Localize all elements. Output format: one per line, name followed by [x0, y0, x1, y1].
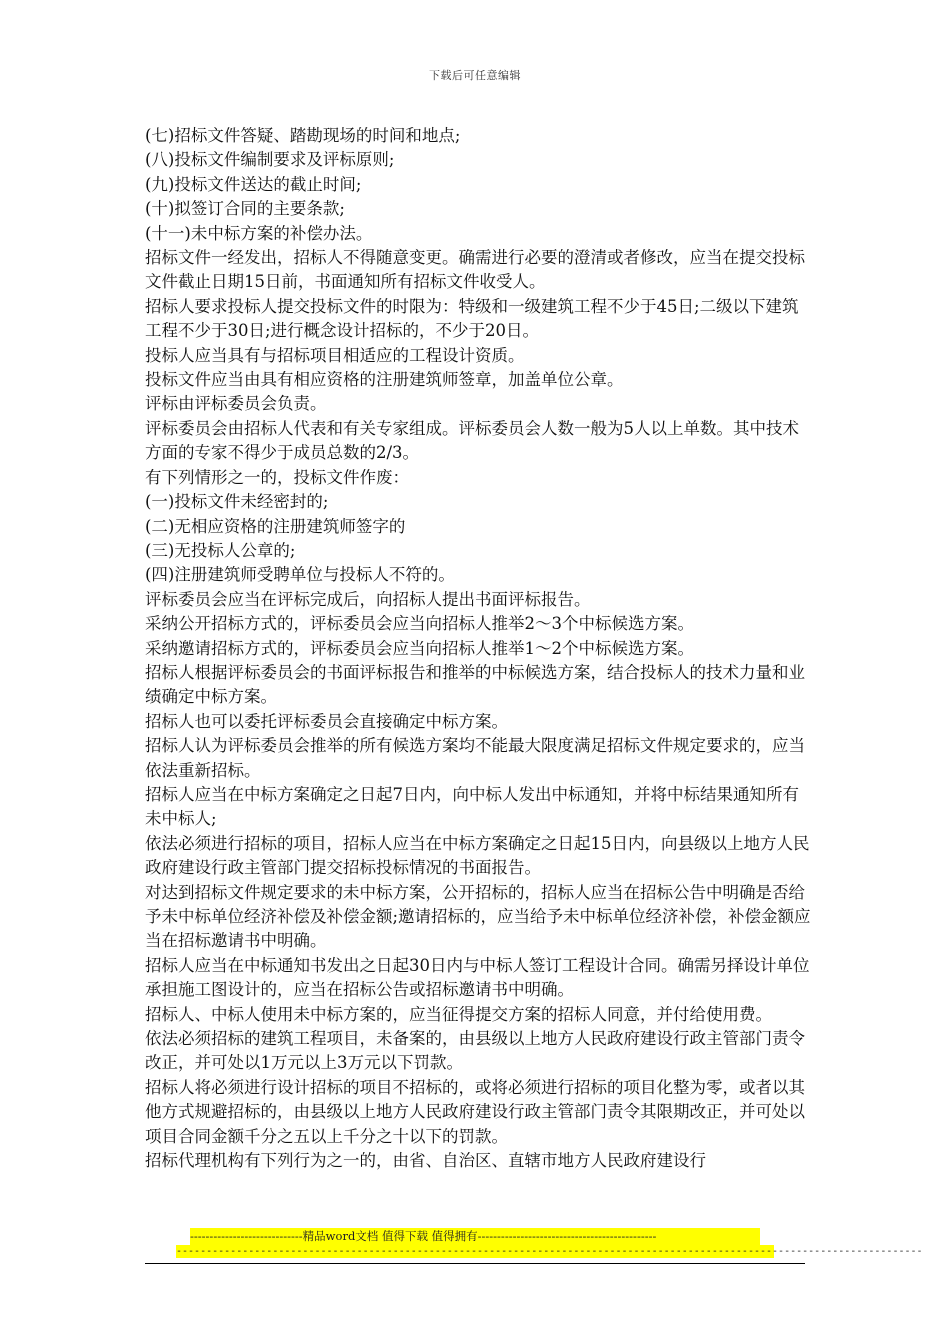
paragraph: 招标人应当在中标方案确定之日起7日内，向中标人发出中标通知，并将中标结果通知所有未中标人;: [145, 784, 799, 829]
paragraph: 评标由评标委员会负责。: [145, 394, 327, 414]
paragraph: 评标委员会由招标人代表和有关专家组成。评标委员会人数一般为5人以上单数。其中技术方面的专家不得少于成员总数的2/3。: [145, 418, 799, 463]
footer-divider: [145, 1263, 805, 1264]
document-body: [145, 124, 815, 1173]
paragraph: 招标文件一经发出，招标人不得随意变更。确需进行必要的澄清或者修改，应当在提交投标文件截止日期15日前，书面通知所有招标文件收受人。: [145, 248, 805, 292]
paragraph: (一)投标文件未经密封的;: [145, 492, 329, 512]
paragraph: 投标人应当具有与招标项目相适应的工程设计资质。: [145, 345, 525, 365]
paragraph: 招标人根据评标委员会的书面评标报告和推举的中标候选方案，结合投标人的技术力量和业绩确定中标方案。: [145, 662, 805, 707]
paragraph: 有下列情形之一的，投标文件作废：: [145, 467, 409, 487]
paragraph: (二)无相应资格的注册建筑师签字的: [145, 516, 406, 536]
paragraph: 招标人、中标人使用未中标方案的，应当征得提交方案的招标人同意，并付给使用费。: [145, 1004, 772, 1024]
paragraph: (三)无投标人公章的;: [145, 540, 296, 560]
paragraph: 招标人要求投标人提交投标文件的时限为：特级和一级建筑工程不少于45日;二级以下建筑工程不少于30日;进行概念设计招标的，不少于20日。: [145, 296, 799, 341]
page-header: 下载后可任意编辑: [429, 69, 521, 82]
paragraph: 采纳邀请招标方式的，评标委员会应当向招标人推举1～2个中标候选方案。: [145, 638, 694, 658]
paragraph: (十)拟签订合同的主要条款;: [145, 199, 345, 219]
paragraph: 依法必须招标的建筑工程项目，未备案的，由县级以上地方人民政府建设行政主管部门责令改正，并可处以1万元以上3万元以下罚款。: [145, 1029, 805, 1073]
paragraph: (四)注册建筑师受聘单位与投标人不符的。: [145, 565, 455, 585]
paragraph: 招标人也可以委托评标委员会直接确定中标方案。: [145, 711, 508, 731]
paragraph: 采纳公开招标方式的，评标委员会应当向招标人推举2～3个中标候选方案。: [145, 614, 694, 634]
paragraph: 评标委员会应当在评标完成后，向招标人提出书面评标报告。: [145, 589, 591, 609]
paragraph: (八)投标文件编制要求及评标原则;: [145, 150, 395, 170]
paragraph: 依法必须进行招标的项目，招标人应当在中标方案确定之日起15日内，向县级以上地方人民政府建设行政主管部门提交招标投标情况的书面报告。: [145, 833, 810, 878]
paragraph: 招标人将必须进行设计招标的项目不招标的，或将必须进行招标的项目化整为零，或者以其他方式规避招标的，由县级以上地方人民政府建设行政主管部门责令其限期改正，并可处以项目合同金额千分之五以上千分之十以下的罚款。: [145, 1077, 805, 1146]
paragraph: 招标人应当在中标通知书发出之日起30日内与中标人签订工程设计合同。确需另择设计单位承担施工图设计的，应当在招标公告或招标邀请书中明确。: [145, 955, 810, 1000]
footer-dashes: ----------------------------------------------------------------------------------------------------------------------------: [176, 1246, 923, 1257]
paragraph: (十一)未中标方案的补偿办法。: [145, 223, 373, 243]
paragraph: (九)投标文件送达的截止时间;: [145, 174, 362, 194]
paragraph: 招标人认为评标委员会推举的所有候选方案均不能最大限度满足招标文件规定要求的，应当依法重新招标。: [145, 736, 805, 780]
paragraph: 投标文件应当由具有相应资格的注册建筑师签章，加盖单位公章。: [145, 370, 624, 390]
footer-banner: -----------------------------精品word文档 值得下载 值得拥有----------------------------------------------: [190, 1228, 760, 1245]
paragraph: 招标代理机构有下列行为之一的，由省、自治区、直辖市地方人民政府建设行: [145, 1151, 706, 1171]
paragraph: 对达到招标文件规定要求的未中标方案，公开招标的，招标人应当在招标公告中明确是否给予未中标单位经济补偿及补偿金额;邀请招标的，应当给予未中标单位经济补偿，补偿金额应当在招标邀请书中明确。: [145, 882, 811, 951]
paragraph: (七)招标文件答疑、踏勘现场的时间和地点;: [145, 126, 461, 145]
